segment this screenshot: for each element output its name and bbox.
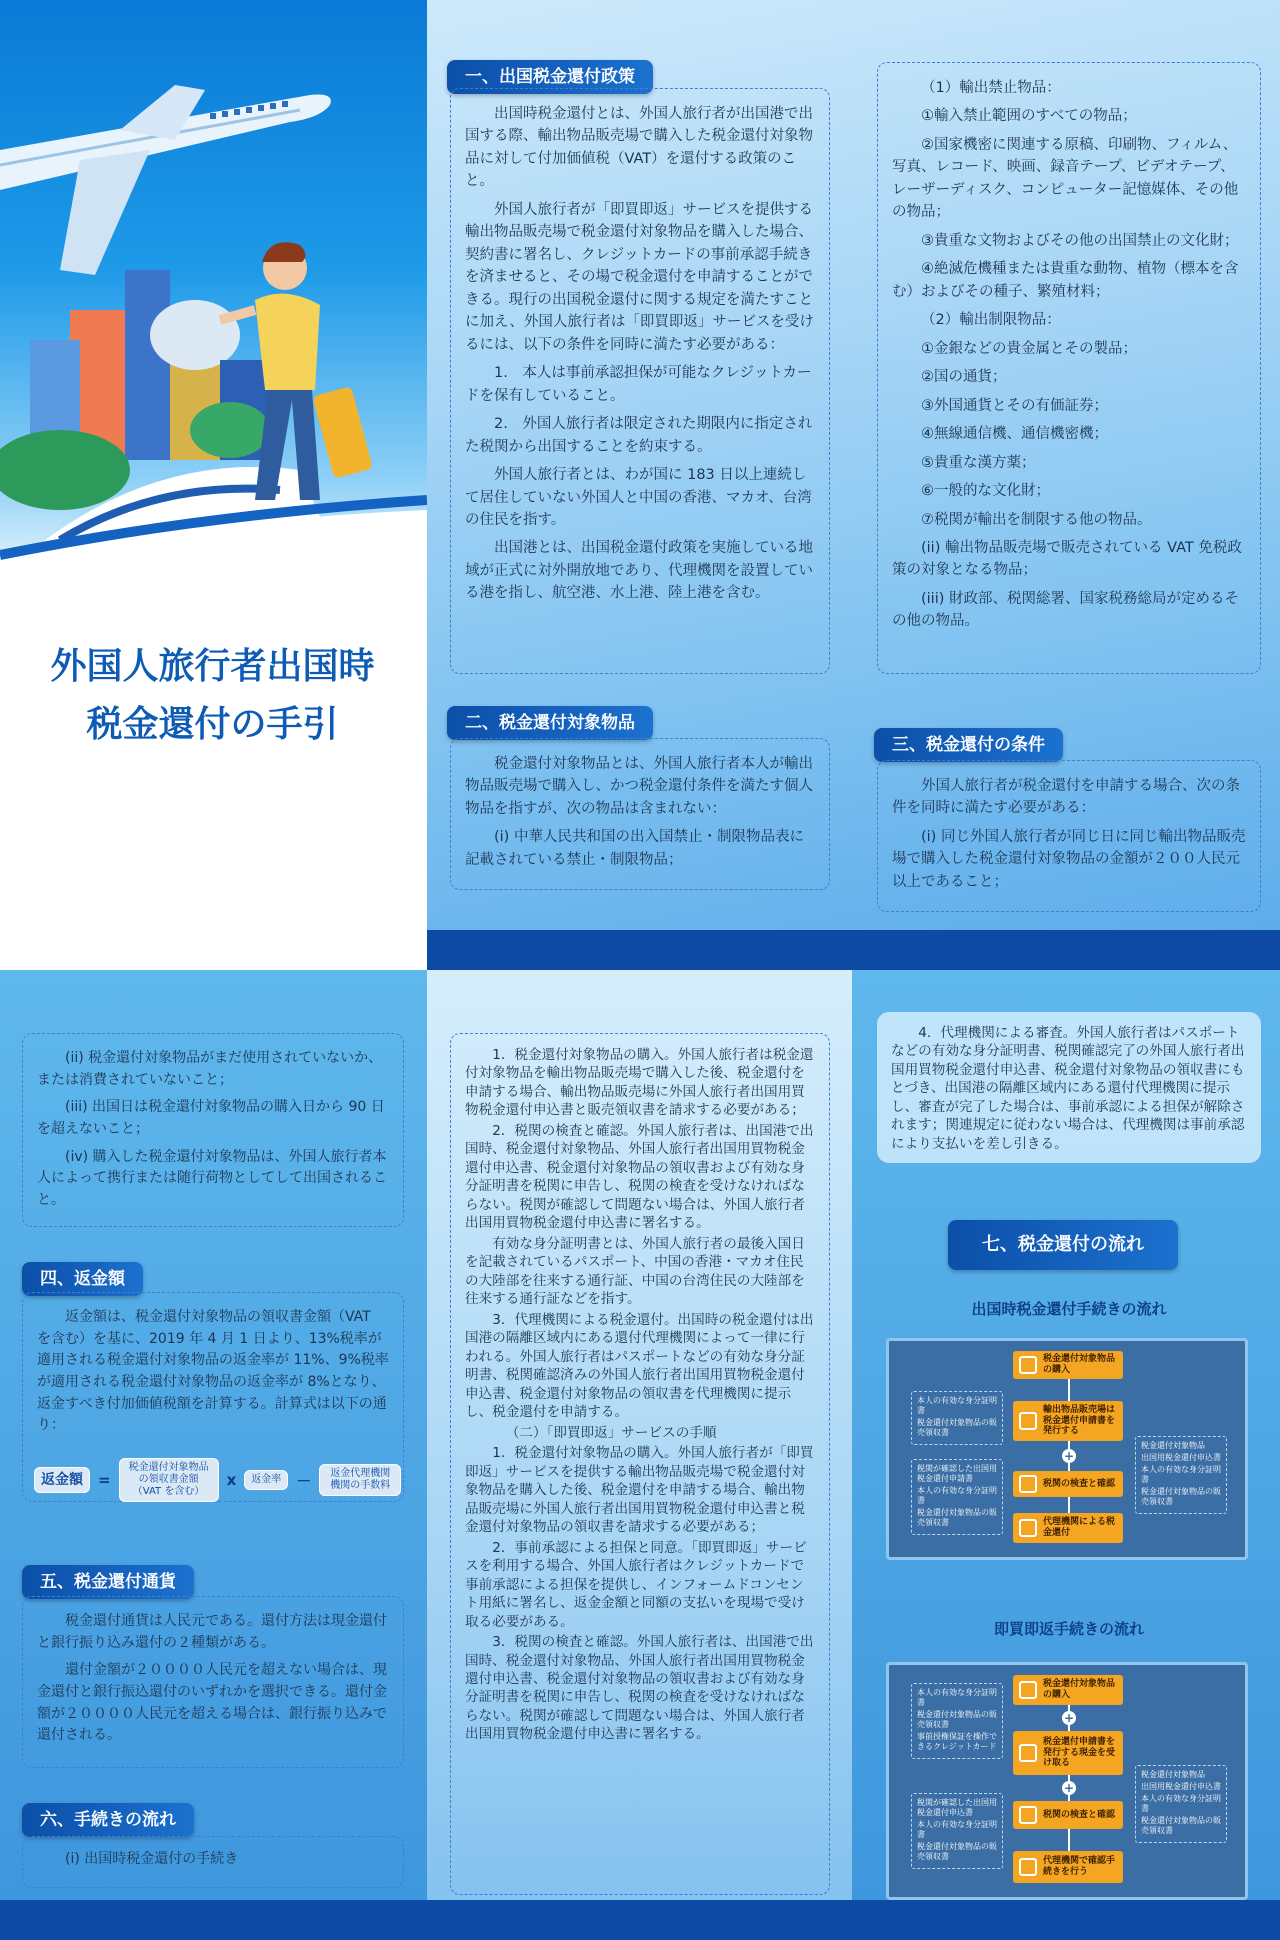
- cover-illustration: [0, 0, 427, 600]
- section-6-box: [22, 1836, 404, 1888]
- flow-step-label: 代理機関で確認手続きを行う: [1043, 1856, 1116, 1877]
- bottom-stripe: [427, 930, 1280, 970]
- refund-formula: [34, 1458, 401, 1502]
- formula-result: 返金額: [34, 1467, 90, 1494]
- note-item: 税金還付対象物品の販売領収書: [917, 1418, 997, 1437]
- section-6-heading: 六、手続きの流れ: [22, 1803, 194, 1837]
- flow-step-label: 輸出物品販売場は税金還付申請書を発行する: [1043, 1404, 1116, 1437]
- flow-1-note-left-2: [911, 1459, 1003, 1535]
- formula-receipt-amount: 税金還付対象物品の領収書金額（VAT を含む）: [119, 1458, 219, 1502]
- plus-icon: +: [1063, 1449, 1075, 1463]
- formula-equals: =: [98, 1471, 111, 1489]
- s5-para: 還付金額が２００００人民元を超えない場合は、現金還付と銀行振込還付のいずれかを選択できる。還付金額が２００００人民元を超える場合は、銀行振り込みで還付される。: [37, 1662, 387, 1744]
- list-item: ②国の通貨；: [921, 369, 1007, 386]
- cond-para: (ii) 税金還付対象物品がまだ使用されていないか、または消費されていないこと；: [37, 1050, 383, 1088]
- note-item: 事前授権保証を操作できるクレジットカード: [917, 1732, 997, 1751]
- flow-2-note-left-1: [911, 1683, 1003, 1759]
- note-item: 税金還付対象物品の販売領収書: [1141, 1487, 1221, 1506]
- s5-para: 税金還付通貨は人民元である。還付方法は現金還付と銀行振り込み還付の２種類がある。: [37, 1613, 387, 1651]
- cond-para: (iii) 出国日は税金還付対象物品の購入日から 90 日を超えないこと；: [37, 1099, 385, 1138]
- s1-para: 外国人旅行者が「即買即返」サービスを提供する輸出物品販売場で税金還付対象物品を購入した場合、契約書に署名し、クレジットカードの事前承認手続きを済ませると、その場で税金還付を申請することができる。現行の出国税金還付に関する規定を満たすことに加え、外国人旅行者は「即買即返」サービスを受けるには、以下の条件を同時に満たす必要がある：: [465, 201, 814, 353]
- section-2-box: [450, 738, 830, 890]
- flow-step-label: 税関の検査と確認: [1043, 1809, 1116, 1820]
- plus-icon: +: [1063, 1711, 1075, 1725]
- note-item: 税金還付対象物品の販売領収書: [1141, 1816, 1221, 1835]
- list-item: （2）輸出制限物品：: [921, 312, 1061, 329]
- list-item: ⑦税関が輸出を制限する他の物品。: [921, 511, 1152, 528]
- document-icon: [1019, 1744, 1037, 1762]
- list-item: ④絶滅危機種または貴重な動物、植物（標本を含む）およびその種子、繁殖材料；: [892, 261, 1239, 300]
- section-1-box: [450, 88, 830, 674]
- s1-para: 1. 本人は事前承認担保が可能なクレジットカードを保有していること。: [465, 365, 812, 404]
- section-2-heading: 二、税金還付対象物品: [447, 706, 653, 740]
- flow-2-step-4: [1013, 1851, 1123, 1883]
- mid-para: 2．税関の検査と確認。外国人旅行者は、出国港で出国時、税金還付対象物品、外国人旅行者出国用買物税金還付申込書、税金還付対象物品の領収書および有効な身分証明書を税関に申告し、税関の検査を受けなければならない。税関が確認して問題ない場合は、外国人旅行者出国用買物税金還付申込書に署名する。: [465, 1122, 814, 1232]
- note-item: 本人の有効な身分証明書: [1141, 1794, 1221, 1813]
- flow-2-title: 即買即返手続きの流れ: [993, 1620, 1144, 1638]
- s1-para: 外国人旅行者とは、わが国に 183 日以上連続して居住していない外国人と中国の香港、マカオ、台湾の住民を指す。: [465, 467, 812, 528]
- flow-1-note-right: [1135, 1436, 1227, 1514]
- mid-subheading: （二）「即買即返」サービスの手順: [505, 1424, 717, 1441]
- list-item: ⑥一般的な文化財；: [921, 483, 1050, 500]
- document-icon: [1019, 1412, 1037, 1430]
- flow-1-step-2: [1013, 1401, 1123, 1441]
- mid-para: 2．事前承認による担保と同意。「即買即返」サービスを利用する場合、外国人旅行者はクレジットカードで事前承認による担保を提供し、インフォームドコンセント用紙に署名し、返金金額と同額の支払いを現場で受け取る必要がある。: [465, 1539, 807, 1630]
- section-4-heading: 四、返金額: [22, 1262, 143, 1296]
- s3-para: 外国人旅行者が税金還付を申請する場合、次の条件を同時に満たす必要がある：: [892, 778, 1240, 817]
- note-item: 税関が確認した出国用税金還付申込書: [917, 1798, 997, 1817]
- bag-icon: [1019, 1356, 1037, 1374]
- list-item: (iii) 財政部、税関総署、国家税務総局が定めるその他の物品。: [892, 590, 1240, 630]
- flow-step-label: 税金還付対象物品の購入: [1043, 1679, 1116, 1700]
- section-5-box: [22, 1596, 404, 1768]
- list-item: ①輸入禁止範囲のすべての物品；: [921, 108, 1137, 125]
- flow-1-step-3: [1013, 1471, 1123, 1497]
- s2-para: 税金還付対象物品とは、外国人旅行者本人が輸出物品販売場で購入し、かつ税金還付条件を満たす個人物品を指すが、次の物品は含まれない：: [465, 756, 813, 817]
- s3-para: (i) 同じ外国人旅行者が同じ日に同じ輸出物品販売場で購入した税金還付対象物品の金額が２００人民元以上であること；: [892, 828, 1246, 890]
- mid-para: 3．税関の検査と確認。外国人旅行者は、出国港で出国時、税金還付対象物品、外国人旅行者出国用買物税金還付申込書、税金還付対象物品の領収書および有効な身分証明書を税関に申告し、税関の検査を受けなければならない。税関が確認して問題ない場合は、外国人旅行者出国用買物税金還付申込書に署名する。: [465, 1634, 814, 1743]
- s6-para: (i) 出国時税金還付の手続き: [65, 1851, 239, 1867]
- formula-times: x: [226, 1471, 237, 1489]
- list-item: ⑤貴重な漢方薬；: [921, 454, 1036, 471]
- flow-2-step-3: [1013, 1801, 1123, 1829]
- note-item: 税金還付対象物品の販売領収書: [917, 1508, 997, 1527]
- note-item: 本人の有効な身分証明書: [917, 1820, 997, 1839]
- mid-para: 3．代理機関による税金還付。出国時の税金還付は出国港の隔離区域内にある還付代理機関によって一律に行われる。外国人旅行者はパスポートなどの有効な身分証明書、税関確認済みの外国人旅行者出国用買物税金還付申込書、税金還付対象物品の領収書を代理機関に提示し、税金還付を申請する。: [465, 1311, 814, 1421]
- flow-1-diagram: [886, 1338, 1248, 1560]
- note-item: 税金還付対象物品: [1141, 1441, 1205, 1450]
- list-item: (ii) 輸出物品販売場で販売されている VAT 免税政策の対象となる物品；: [892, 539, 1242, 579]
- note-item: 出国用税金還付申込書: [1141, 1782, 1221, 1791]
- note-item: 出国用税金還付申込書: [1141, 1453, 1221, 1462]
- note-item: 本人の有効な身分証明書: [917, 1486, 997, 1505]
- section-7-heading: 七、税金還付の流れ: [948, 1220, 1178, 1270]
- flow-1-step-1: [1013, 1351, 1123, 1379]
- flow-2-step-1: [1013, 1675, 1123, 1705]
- bag-icon: [1019, 1681, 1037, 1699]
- flow-step-label: 代理機関による税金還付: [1043, 1517, 1116, 1538]
- section-3-box: [877, 760, 1261, 912]
- prohibited-items-box: [877, 62, 1261, 674]
- check-icon: [1019, 1475, 1037, 1493]
- s1-para: 出国港とは、出国税金還付政策を実施している地域が正式に対外開放地であり、代理機関を設置している港を指し、航空港、水上港、陸上港を含む。: [465, 540, 813, 602]
- r4-para: 4．代理機関による審査。外国人旅行者はパスポートなどの有効な身分証明書、税関確認完了の外国人旅行者出国用買物税金還付申込書、税金還付対象物品の領収書にもとづき、出国港の隔離区域内にある還付代理機関に提示し、審査が完了した場合は、事前承認による担保が解除されます；関連規定に従わない場合は、代理機関は事前承認により支払いを差し引きる。: [891, 1025, 1245, 1152]
- mid-para: 有効な身分証明書とは、外国人旅行者の最後入国日を記載されているパスポート、中国の香港・マカオ住民の大陸部を往来する通行証、中国の台湾住民の大陸部を往来する通行証などを指す。: [465, 1235, 805, 1308]
- note-item: 本人の有効な身分証明書: [917, 1396, 997, 1415]
- cover-title-line-1: 外国人旅行者出国時: [50, 646, 375, 687]
- brochure-page-inside: [0, 970, 1280, 1940]
- plus-icon: +: [1063, 1781, 1075, 1795]
- s4-para: 返金額は、税金還付対象物品の領収書金額（VAT を含む）を基に、2019 年 4 月 1 日より、13%税率が適用される税金還付対象物品の返金率が 11%、9%税率が適用される税金還付対象物品の返金率が 8%となり、返金すべき付加価値税額を計算する。計算式は以下の通り：: [37, 1309, 389, 1434]
- section-1-heading: 一、出国税金還付政策: [447, 60, 653, 94]
- note-item: 税金還付対象物品: [1141, 1770, 1205, 1779]
- s1-para: 2. 外国人旅行者は限定された期限内に指定された税関から出国することを約束する。: [465, 416, 813, 455]
- procedure-box: [450, 1033, 830, 1895]
- mid-para: 1．税金還付対象物品の購入。外国人旅行者は税金還付対象物品を輸出物品販売場で購入した後、税金還付を申請する場合、輸出物品販売場に外国人旅行者出国用買物税金還付申込書と販売領収書を請求する必要がある；: [465, 1047, 814, 1119]
- s1-para: 出国時税金還付とは、外国人旅行者が出国港で出国する際、輸出物品販売場で購入した税金還付対象物品に対して付加価値税（VAT）を還付する政策のこと。: [465, 106, 813, 190]
- list-item: ②国家機密に関連する原稿、印刷物、フィルム、写真、レコード、映画、録音テープ、ビデオテープ、レーザーディスク、コンピューター記憶媒体、その他の物品；: [892, 136, 1239, 221]
- note-item: 本人の有効な身分証明書: [917, 1688, 997, 1707]
- flow-2-diagram: [886, 1662, 1248, 1900]
- mid-para: 1．税金還付対象物品の購入。外国人旅行者が「即買即返」サービスを提供する輸出物品販売場で税金還付対象物品を購入した後、税金還付を申請する場合、輸出物品販売場に外国人旅行者出国用買物税金還付申込書と税金還付対象物品の領収書を請求する必要がある；: [465, 1445, 814, 1536]
- travel-illustration: [0, 0, 427, 600]
- formula-rate: 返金率: [244, 1470, 288, 1490]
- list-item: （1）輸出禁止物品：: [921, 80, 1061, 96]
- check-icon: [1019, 1806, 1037, 1824]
- bottom-stripe: [0, 1900, 1280, 1940]
- step-4-box: [877, 1012, 1261, 1163]
- formula-fee: 返金代理機関機関の手数料: [319, 1464, 401, 1496]
- list-item: ③外国通貨とその有価証券；: [921, 397, 1108, 414]
- note-item: 税金還付対象物品の販売領収書: [917, 1710, 997, 1729]
- flow-step-label: 税金還付申請書を発行する現金を受け取る: [1043, 1736, 1116, 1769]
- section-5-heading: 五、税金還付通貨: [22, 1565, 194, 1599]
- flow-2-note-left-2: [911, 1793, 1003, 1869]
- cover-title-line-2: 税金還付の手引: [86, 704, 339, 745]
- cash-icon: [1019, 1519, 1037, 1537]
- flow-step-label: 税金還付対象物品の購入: [1043, 1354, 1116, 1375]
- formula-minus: －: [296, 1471, 312, 1490]
- flow-1-title: 出国時税金還付手続きの流れ: [971, 1300, 1167, 1318]
- mail-icon: [1019, 1858, 1037, 1876]
- list-item: ④無線通信機、通信機密機；: [921, 426, 1108, 443]
- list-item: ①金銀などの貴金属とその製品；: [921, 340, 1137, 357]
- cond-para: (iv) 購入した税金還付対象物品は、外国人旅行者本人によって携行または随行荷物としてして出国されること。: [37, 1148, 387, 1209]
- flow-step-label: 税関の検査と確認: [1043, 1478, 1116, 1489]
- flow-1-step-4: [1013, 1513, 1123, 1543]
- note-item: 税関が確認した出国用税金還付申請書: [917, 1464, 997, 1483]
- conditions-continued-box: [22, 1033, 404, 1227]
- list-item: ③貴重な文物およびその他の出国禁止の文化財；: [921, 232, 1239, 249]
- note-item: 税金還付対象物品の販売領収書: [917, 1842, 997, 1861]
- flow-2-step-2: [1013, 1731, 1123, 1775]
- flow-2-note-right: [1135, 1765, 1227, 1843]
- s2-para: (i) 中華人民共和国の出入国禁止・制限物品表に記載されている禁止・制限物品；: [465, 829, 804, 868]
- note-item: 本人の有効な身分証明書: [1141, 1465, 1221, 1484]
- section-3-heading: 三、税金還付の条件: [874, 728, 1063, 762]
- flow-1-note-left-1: [911, 1391, 1003, 1445]
